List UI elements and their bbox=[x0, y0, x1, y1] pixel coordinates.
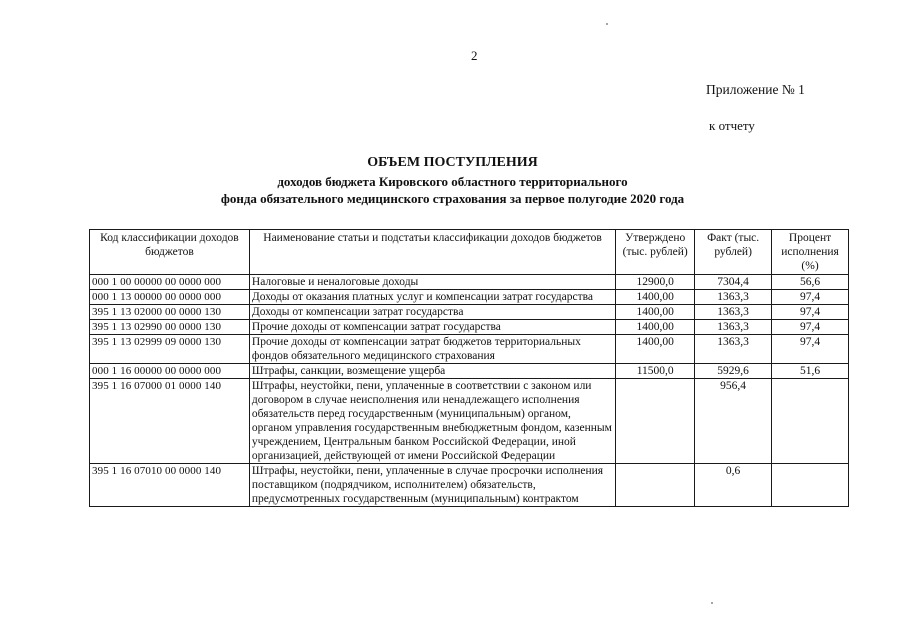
scan-speck bbox=[606, 23, 608, 25]
row-fact: 7304,4 bbox=[695, 275, 772, 290]
row-approved: 11500,0 bbox=[616, 364, 695, 379]
revenue-table bbox=[89, 229, 849, 507]
table-row bbox=[90, 379, 849, 464]
table-row bbox=[90, 305, 849, 320]
row-fact: 1363,3 bbox=[695, 290, 772, 305]
row-approved bbox=[616, 464, 695, 507]
row-code: 395 1 13 02990 00 0000 130 bbox=[90, 320, 250, 335]
header-approved: Утверждено (тыс. рублей) bbox=[616, 230, 695, 275]
row-fact: 0,6 bbox=[695, 464, 772, 507]
to-report-label: к отчету bbox=[709, 118, 755, 133]
row-percent: 97,4 bbox=[772, 305, 849, 320]
row-approved: 1400,00 bbox=[616, 290, 695, 305]
document-subtitle-line-1: доходов бюджета Кировского областного территориального bbox=[277, 174, 628, 189]
row-code: 395 1 13 02999 09 0000 130 bbox=[90, 335, 250, 364]
table-row bbox=[90, 364, 849, 379]
document-title: ОБЪЕМ ПОСТУПЛЕНИЯ bbox=[367, 155, 538, 170]
row-code: 395 1 16 07000 01 0000 140 bbox=[90, 379, 250, 464]
row-code: 000 1 00 00000 00 0000 000 bbox=[90, 275, 250, 290]
table-row bbox=[90, 335, 849, 364]
row-percent: 97,4 bbox=[772, 290, 849, 305]
row-code: 000 1 13 00000 00 0000 000 bbox=[90, 290, 250, 305]
row-fact: 1363,3 bbox=[695, 305, 772, 320]
row-approved: 1400,00 bbox=[616, 335, 695, 364]
row-approved: 1400,00 bbox=[616, 305, 695, 320]
header-code: Код классификации доходов бюджетов bbox=[90, 230, 250, 275]
row-fact: 956,4 bbox=[695, 379, 772, 464]
row-code: 395 1 13 02000 00 0000 130 bbox=[90, 305, 250, 320]
document-subtitle-line-2: фонда обязательного медицинского страхования за первое полугодие 2020 года bbox=[220, 191, 685, 206]
row-code: 395 1 16 07010 00 0000 140 bbox=[90, 464, 250, 507]
row-name: Прочие доходы от компенсации затрат государства bbox=[249, 320, 615, 335]
row-percent: 97,4 bbox=[772, 320, 849, 335]
row-name: Доходы от компенсации затрат государства bbox=[249, 305, 615, 320]
row-percent: 97,4 bbox=[772, 335, 849, 364]
row-percent: 56,6 bbox=[772, 275, 849, 290]
row-fact: 1363,3 bbox=[695, 320, 772, 335]
table-row bbox=[90, 464, 849, 507]
row-code: 000 1 16 00000 00 0000 000 bbox=[90, 364, 250, 379]
row-fact: 5929,6 bbox=[695, 364, 772, 379]
header-name: Наименование статьи и подстатьи классификации доходов бюджетов bbox=[249, 230, 615, 275]
table-header-row bbox=[90, 230, 849, 275]
table-row bbox=[90, 320, 849, 335]
row-percent bbox=[772, 379, 849, 464]
row-name: Штрафы, санкции, возмещение ущерба bbox=[249, 364, 615, 379]
row-approved: 12900,0 bbox=[616, 275, 695, 290]
row-name: Прочие доходы от компенсации затрат бюджетов территориальных фондов обязательного медицинского страхования bbox=[249, 335, 615, 364]
row-percent: 51,6 bbox=[772, 364, 849, 379]
row-name: Штрафы, неустойки, пени, уплаченные в случае просрочки исполнения поставщиком (подрядчиком, исполнителем) обязательств, предусмотренных государственным (муниципальным) контрактом bbox=[249, 464, 615, 507]
row-name: Штрафы, неустойки, пени, уплаченные в соответствии с законом или договором в случае неисполнения или ненадлежащего исполнения обязательств перед государственным (муниципальным) органом, органом управления государственным внебюджетным фондом, казенным учреждением, Центральным банком Российской Федерации, иной организацией, действующей от имени Российской Федерации bbox=[249, 379, 615, 464]
row-fact: 1363,3 bbox=[695, 335, 772, 364]
appendix-label: Приложение № 1 bbox=[706, 82, 805, 97]
scan-speck bbox=[711, 602, 713, 604]
page-number: 2 bbox=[471, 48, 478, 63]
row-name: Налоговые и неналоговые доходы bbox=[249, 275, 615, 290]
header-percent: Процент исполнения (%) bbox=[772, 230, 849, 275]
table-row bbox=[90, 290, 849, 305]
row-approved: 1400,00 bbox=[616, 320, 695, 335]
row-percent bbox=[772, 464, 849, 507]
header-fact: Факт (тыс. рублей) bbox=[695, 230, 772, 275]
table-row bbox=[90, 275, 849, 290]
row-approved bbox=[616, 379, 695, 464]
row-name: Доходы от оказания платных услуг и компенсации затрат государства bbox=[249, 290, 615, 305]
